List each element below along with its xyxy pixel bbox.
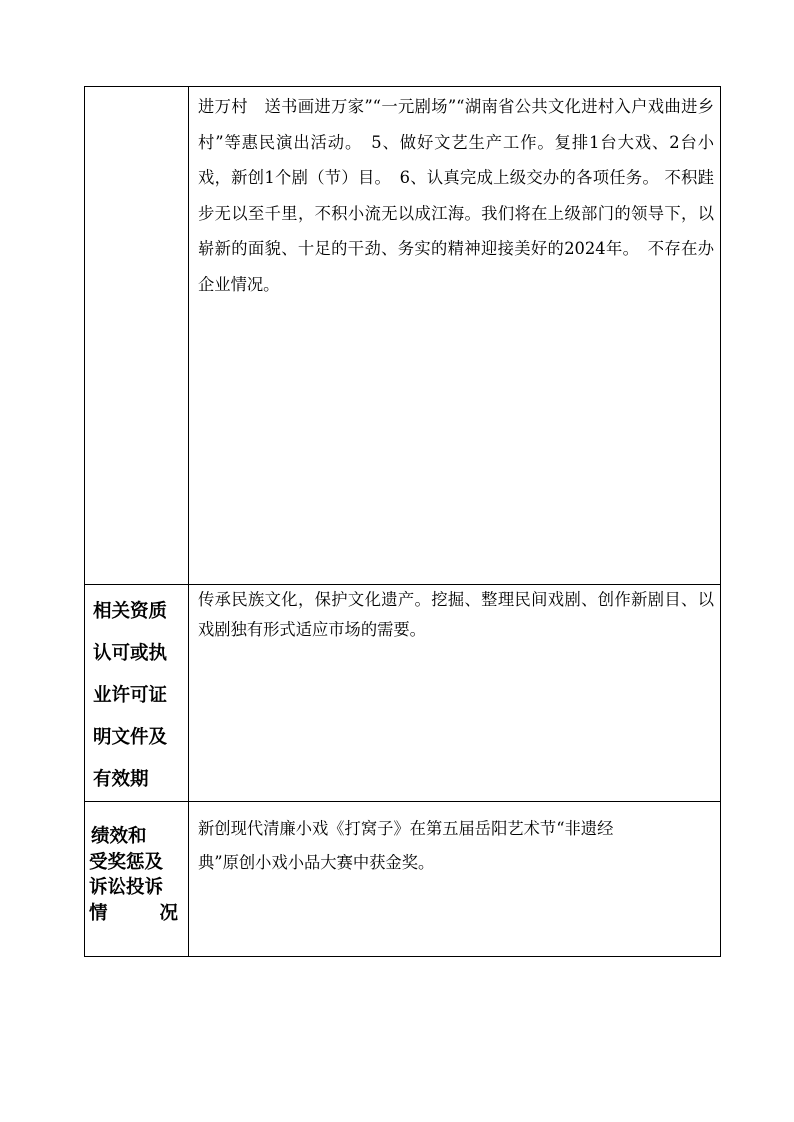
content-cell xyxy=(189,87,721,585)
table-row-performance xyxy=(85,802,721,957)
label-cell xyxy=(85,802,189,957)
label-line: 认可或执 xyxy=(93,643,168,664)
label-char: 况 xyxy=(159,902,179,924)
performance-text xyxy=(189,802,720,880)
label-line-split xyxy=(89,901,188,927)
label-line: 相关资质 xyxy=(93,601,168,622)
label-line: 明文件及 xyxy=(93,727,168,748)
label-cell-empty xyxy=(85,87,189,585)
label-line: 有效期 xyxy=(93,769,149,790)
table-row-work-plan xyxy=(85,87,721,585)
label-char: 情 xyxy=(89,902,108,924)
work-plan-text: 进万村 送书画进万家”“一元剧场”“湖南省公共文化进村入户戏曲进乡村”等惠民演出活动。 5、做好文艺生产工作。复排1台大戏、2台小戏，新创1个剧（节）目。 6、认真完成上级交办的各项任务。 不积跬步无以至千里，不积小流无以成江海。我们将在上级部门的领导下，以崭新的面貌、十足的干劲、务实的精神迎接美好的2024年。 不存在办企业情况。 xyxy=(198,97,714,294)
performance-label xyxy=(85,802,188,926)
label-line: 诉讼投诉 xyxy=(89,877,164,898)
text-line: 新创现代清廉小戏《打窝子》在第五届岳阳艺术节“非遗经 xyxy=(198,819,614,838)
label-cell xyxy=(85,585,189,802)
table-row-qualifications xyxy=(85,585,721,802)
content-cell xyxy=(189,802,721,957)
info-table xyxy=(84,86,721,957)
label-line: 受奖惩及 xyxy=(89,851,164,873)
label-line: 业许可证 xyxy=(93,685,168,706)
content-cell xyxy=(189,585,721,802)
label-line: 绩效和 xyxy=(91,826,147,847)
qualifications-label xyxy=(85,585,188,801)
text-line: 典”原创小戏小品大赛中获金奖。 xyxy=(198,853,435,872)
qualifications-text: 传承民族文化，保护文化遗产。挖掘、整理民间戏剧、创作新剧目、以戏剧独有形式适应市场的需要。 xyxy=(198,590,714,639)
